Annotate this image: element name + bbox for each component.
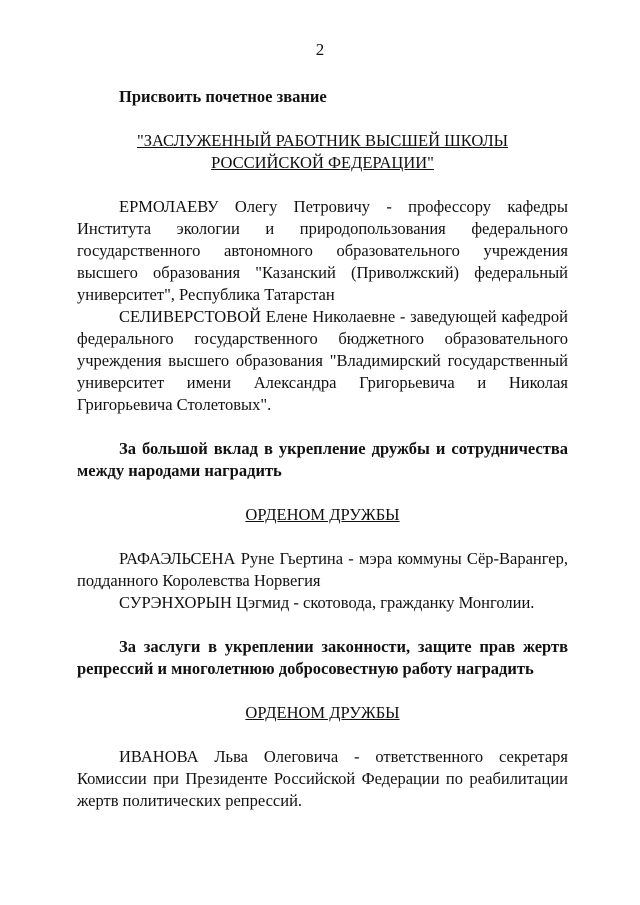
awardee-entry: ИВАНОВА Льва Олеговича - ответственного секретаря Комиссии при Президенте Российской Федерации по реабилитации жертв политических репрессий. (77, 747, 568, 810)
honorary-title-line-2: РОССИЙСКОЙ ФЕДЕРАЦИИ" (211, 153, 434, 172)
page-number: 2 (315, 40, 325, 59)
honorary-title-line-1: "ЗАСЛУЖЕННЫЙ РАБОТНИК ВЫСШЕЙ ШКОЛЫ (136, 131, 509, 150)
awardee-entry: РАФАЭЛЬСЕНА Руне Гьертина - мэра коммуны Сёр-Варангер, подданного Королевства Норвегия (77, 549, 568, 590)
award-order-intro: За большой вклад в укрепление дружбы и сотрудничества между народами наградить (77, 439, 568, 480)
document-body (77, 86, 568, 812)
awardee-entry: ЕРМОЛАЕВУ Олегу Петровичу - профессору кафедры Института экологии и природопользования федерального государственного автономного образовательного учреждения высшего образования "Казанский (Приволжский) федеральный университет", Республика Татарстан (77, 197, 568, 304)
awardee-entry: СЕЛИВЕРСТОВОЙ Елене Николаевне - заведующей кафедрой федерального государственного бюджетного образовательного учреждения высшего образования "Владимирский государственный университет имени Александра Григорьевича и Николая Григорьевича Столетовых". (77, 307, 568, 414)
award-order-intro: За заслуги в укреплении законности, защите прав жертв репрессий и многолетнюю добросовестную работу наградить (77, 637, 568, 678)
order-title: ОРДЕНОМ ДРУЖБЫ (245, 703, 400, 722)
awardee-entry: СУРЭНХОРЫН Цэгмид - скотовода, гражданку Монголии. (119, 593, 535, 612)
order-title: ОРДЕНОМ ДРУЖБЫ (245, 505, 400, 524)
award-title-intro: Присвоить почетное звание (119, 87, 327, 106)
